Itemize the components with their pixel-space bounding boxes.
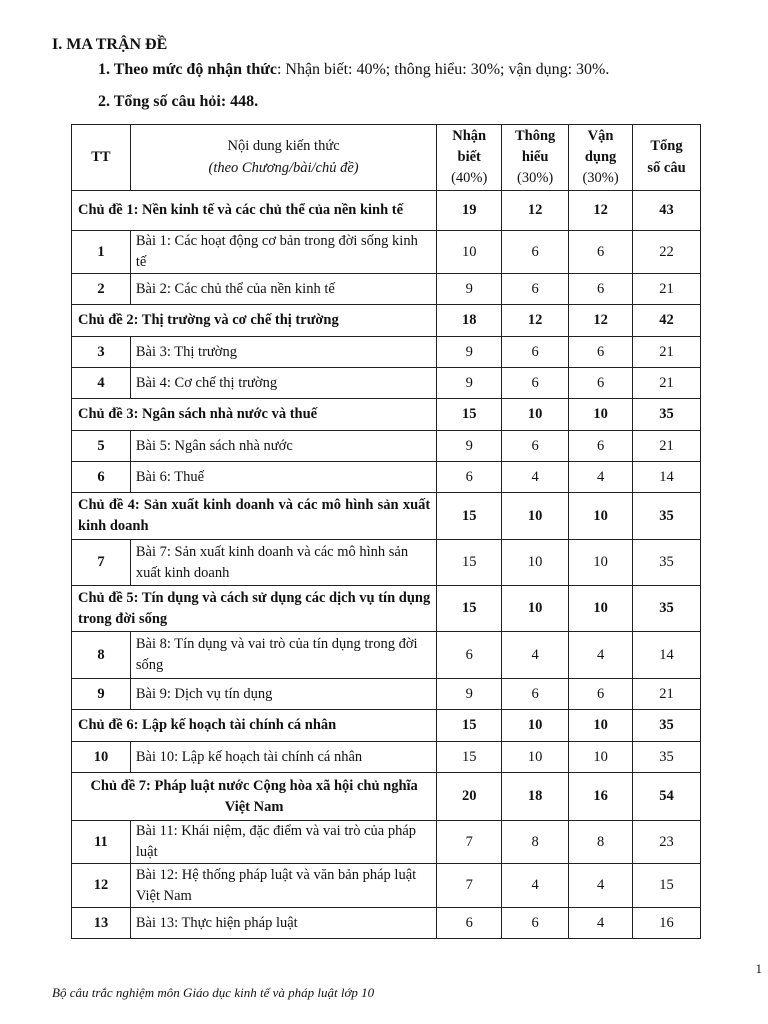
application-count: 4 (569, 864, 633, 908)
header-recognition-pct: (40%) (451, 170, 488, 186)
recognition-count: 6 (437, 632, 502, 679)
total-count: 23 (633, 821, 701, 864)
lesson-title: Bài 4: Cơ chế thị trường (130, 368, 436, 399)
lesson-number: 10 (72, 742, 131, 773)
application-count: 6 (569, 231, 633, 274)
lesson-row (72, 632, 701, 679)
lesson-title: Bài 9: Dịch vụ tín dụng (130, 679, 436, 710)
lesson-number: 13 (72, 908, 131, 939)
recognition-count: 6 (437, 462, 502, 493)
recognition-count: 7 (437, 864, 502, 908)
recognition-count: 19 (437, 191, 502, 231)
application-count: 10 (569, 710, 633, 742)
header-understanding-pct: (30%) (517, 170, 554, 186)
understanding-count: 8 (502, 821, 569, 864)
total-count: 14 (633, 632, 701, 679)
topic-title: Chủ đề 6: Lập kế hoạch tài chính cá nhân (72, 710, 437, 742)
understanding-count: 6 (502, 908, 569, 939)
total-questions-line: 2. Tổng số câu hỏi: 448. (98, 93, 259, 110)
lesson-title: Bài 7: Sản xuất kinh doanh và các mô hình sản xuất kinh doanh (130, 540, 436, 586)
recognition-count: 10 (437, 231, 502, 274)
application-count: 12 (569, 305, 633, 337)
application-count: 6 (569, 368, 633, 399)
recognition-count: 15 (437, 540, 502, 586)
application-count: 6 (569, 431, 633, 462)
lesson-title: Bài 12: Hệ thống pháp luật và văn bản pháp luật Việt Nam (130, 864, 436, 908)
section-heading: I. MA TRẬN ĐỀ (52, 36, 168, 53)
lesson-row (72, 540, 701, 586)
total-count: 14 (633, 462, 701, 493)
header-content-title: Nội dung kiến thức (227, 138, 340, 155)
lesson-title: Bài 10: Lập kế hoạch tài chính cá nhân (130, 742, 436, 773)
lesson-row (72, 462, 701, 493)
document-footer: Bộ câu trắc nghiệm môn Giáo dục kinh tế và pháp luật lớp 10 (52, 985, 375, 1000)
understanding-count: 4 (502, 462, 569, 493)
lesson-title: Bài 13: Thực hiện pháp luật (130, 908, 436, 939)
recognition-count: 9 (437, 368, 502, 399)
topic-title: Chủ đề 5: Tín dụng và cách sử dụng các dịch vụ tín dụng trong đời sống (72, 586, 437, 632)
lesson-row (72, 231, 701, 274)
recognition-count: 15 (437, 586, 502, 632)
lesson-number: 6 (72, 462, 131, 493)
recognition-count: 9 (437, 337, 502, 368)
lesson-row (72, 274, 701, 305)
header-application-l1: Vận (587, 127, 614, 144)
header-content-subtitle: (theo Chương/bài/chủ đề) (208, 159, 359, 176)
understanding-count: 6 (502, 231, 569, 274)
understanding-count: 10 (502, 710, 569, 742)
total-count: 35 (633, 586, 701, 632)
lesson-row (72, 431, 701, 462)
application-count: 10 (569, 493, 633, 540)
application-count: 12 (569, 191, 633, 231)
topic-title: Chủ đề 3: Ngân sách nhà nước và thuế (72, 399, 437, 431)
lesson-title: Bài 3: Thị trường (130, 337, 436, 368)
total-count: 35 (633, 493, 701, 540)
application-count: 4 (569, 632, 633, 679)
header-recognition-l2: biết (457, 148, 481, 165)
lesson-row (72, 864, 701, 908)
lesson-number: 7 (72, 540, 131, 586)
lesson-number: 2 (72, 274, 131, 305)
topic-row (72, 586, 701, 632)
page-number: 1 (755, 961, 762, 976)
lesson-title: Bài 1: Các hoạt động cơ bản trong đời sống kinh tế (130, 231, 436, 274)
header-application-pct: (30%) (582, 170, 619, 186)
header-understanding-l1: Thông (514, 127, 556, 144)
total-count: 22 (633, 231, 701, 274)
lesson-number: 5 (72, 431, 131, 462)
total-count: 42 (633, 305, 701, 337)
table-header-row (72, 125, 701, 191)
topic-title: Chủ đề 2: Thị trường và cơ chế thị trường (72, 305, 437, 337)
topic-title: Chủ đề 7: Pháp luật nước Cộng hòa xã hội chủ nghĩa Việt Nam (72, 773, 437, 821)
header-total-l1: Tổng (650, 138, 683, 155)
topic-row (72, 399, 701, 431)
lesson-title: Bài 11: Khái niệm, đặc điểm và vai trò của pháp luật (130, 821, 436, 864)
application-count: 16 (569, 773, 633, 821)
understanding-count: 10 (502, 540, 569, 586)
recognition-count: 15 (437, 710, 502, 742)
application-count: 10 (569, 399, 633, 431)
recognition-count: 18 (437, 305, 502, 337)
total-count: 35 (633, 399, 701, 431)
application-count: 4 (569, 462, 633, 493)
lesson-row (72, 368, 701, 399)
topic-row (72, 305, 701, 337)
total-count: 21 (633, 368, 701, 399)
topic-title: Chủ đề 1: Nền kinh tế và các chủ thể của nền kinh tế (72, 191, 437, 231)
application-count: 10 (569, 540, 633, 586)
total-count: 35 (633, 540, 701, 586)
lesson-number: 11 (72, 821, 131, 864)
application-count: 10 (569, 742, 633, 773)
total-count: 21 (633, 337, 701, 368)
understanding-count: 6 (502, 337, 569, 368)
recognition-count: 7 (437, 821, 502, 864)
recognition-count: 15 (437, 493, 502, 540)
lesson-row (72, 908, 701, 939)
application-count: 6 (569, 337, 633, 368)
topic-row (72, 493, 701, 540)
topic-row (72, 773, 701, 821)
total-count: 35 (633, 742, 701, 773)
cognitive-level-text: : Nhận biết: 40%; thông hiểu: 30%; vận dụng: 30%. (276, 61, 610, 78)
header-tt: TT (72, 125, 131, 191)
topic-title: Chủ đề 4: Sản xuất kinh doanh và các mô hình sản xuất kinh doanh (72, 493, 437, 540)
recognition-count: 20 (437, 773, 502, 821)
recognition-count: 9 (437, 274, 502, 305)
total-count: 35 (633, 710, 701, 742)
lesson-number: 9 (72, 679, 131, 710)
header-total (633, 125, 701, 191)
table-body (72, 191, 701, 939)
understanding-count: 12 (502, 191, 569, 231)
understanding-count: 6 (502, 274, 569, 305)
understanding-count: 6 (502, 431, 569, 462)
application-count: 10 (569, 586, 633, 632)
understanding-count: 18 (502, 773, 569, 821)
understanding-count: 10 (502, 493, 569, 540)
header-understanding (502, 125, 569, 191)
topic-row (72, 191, 701, 231)
lesson-number: 12 (72, 864, 131, 908)
lesson-title: Bài 2: Các chủ thể của nền kinh tế (130, 274, 436, 305)
header-understanding-l2: hiểu (521, 148, 549, 165)
application-count: 6 (569, 679, 633, 710)
understanding-count: 10 (502, 399, 569, 431)
recognition-count: 6 (437, 908, 502, 939)
lesson-title: Bài 8: Tín dụng và vai trò của tín dụng trong đời sống (130, 632, 436, 679)
total-count: 54 (633, 773, 701, 821)
lesson-number: 1 (72, 231, 131, 274)
recognition-count: 9 (437, 431, 502, 462)
header-recognition (437, 125, 502, 191)
lesson-number: 3 (72, 337, 131, 368)
lesson-number: 4 (72, 368, 131, 399)
header-application (569, 125, 633, 191)
lesson-number: 8 (72, 632, 131, 679)
total-count: 16 (633, 908, 701, 939)
understanding-count: 6 (502, 679, 569, 710)
cognitive-level-line (98, 61, 609, 79)
header-total-l2: số câu (647, 159, 686, 176)
application-count: 8 (569, 821, 633, 864)
header-recognition-l1: Nhận (452, 127, 487, 144)
lesson-title: Bài 5: Ngân sách nhà nước (130, 431, 436, 462)
lesson-row (72, 742, 701, 773)
application-count: 6 (569, 274, 633, 305)
recognition-count: 15 (437, 742, 502, 773)
lesson-title: Bài 6: Thuế (130, 462, 436, 493)
topic-row (72, 710, 701, 742)
header-application-l2: dụng (584, 148, 617, 165)
lesson-row (72, 337, 701, 368)
understanding-count: 10 (502, 586, 569, 632)
lesson-row (72, 821, 701, 864)
total-count: 21 (633, 431, 701, 462)
exam-matrix-table (71, 124, 701, 939)
application-count: 4 (569, 908, 633, 939)
header-content (130, 125, 436, 191)
total-count: 21 (633, 274, 701, 305)
understanding-count: 10 (502, 742, 569, 773)
recognition-count: 9 (437, 679, 502, 710)
understanding-count: 4 (502, 864, 569, 908)
lesson-row (72, 679, 701, 710)
recognition-count: 15 (437, 399, 502, 431)
understanding-count: 4 (502, 632, 569, 679)
understanding-count: 6 (502, 368, 569, 399)
understanding-count: 12 (502, 305, 569, 337)
cognitive-level-label: 1. Theo mức độ nhận thức (98, 61, 277, 78)
total-count: 43 (633, 191, 701, 231)
total-count: 15 (633, 864, 701, 908)
total-count: 21 (633, 679, 701, 710)
